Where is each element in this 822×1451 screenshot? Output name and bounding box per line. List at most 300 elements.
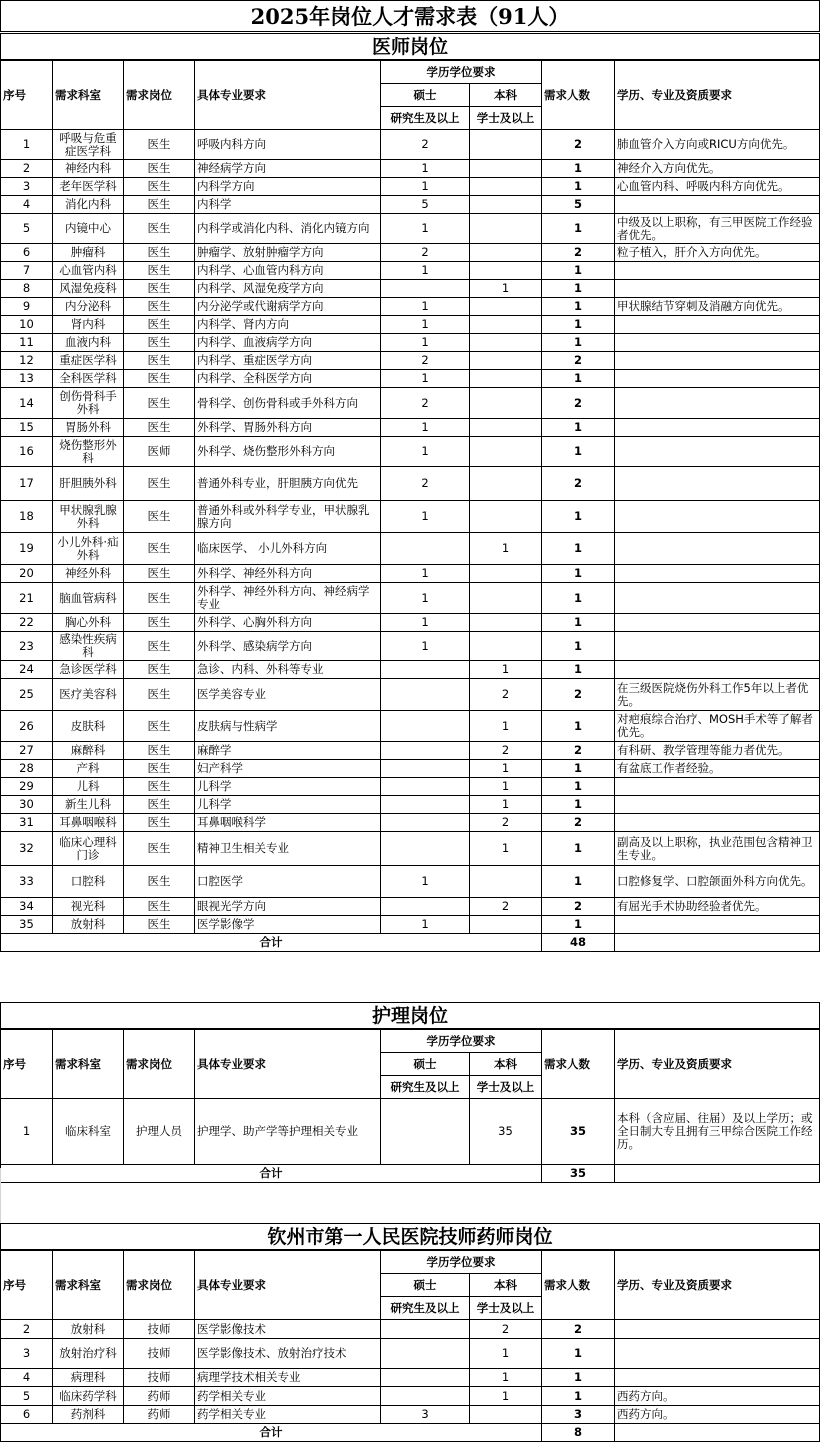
header-bachelor: 本科 bbox=[470, 1274, 542, 1297]
row-bachelor bbox=[470, 130, 542, 160]
row-note bbox=[615, 778, 820, 796]
row-note bbox=[615, 467, 820, 501]
table-row bbox=[1, 160, 820, 178]
row-dept: 感染性疾病科 bbox=[53, 632, 124, 661]
row-spec: 药学相关专业 bbox=[195, 1387, 381, 1406]
row-spec: 儿科学 bbox=[195, 778, 381, 796]
row-seq: 15 bbox=[1, 419, 53, 437]
row-bachelor bbox=[470, 298, 542, 316]
table-row bbox=[1, 778, 820, 796]
row-count: 35 bbox=[542, 1099, 615, 1165]
row-count: 1 bbox=[542, 533, 615, 565]
row-bachelor: 2 bbox=[470, 679, 542, 711]
row-seq: 10 bbox=[1, 316, 53, 334]
header-post: 需求岗位 bbox=[124, 61, 195, 130]
row-note bbox=[615, 1369, 820, 1387]
row-dept: 烧伤整形外科 bbox=[53, 437, 124, 467]
table-row bbox=[1, 1369, 820, 1387]
row-count: 2 bbox=[542, 814, 615, 832]
row-bachelor: 1 bbox=[470, 280, 542, 298]
row-seq: 9 bbox=[1, 298, 53, 316]
row-seq: 2 bbox=[1, 1320, 53, 1339]
row-post: 医生 bbox=[124, 334, 195, 352]
row-dept: 胸心外科 bbox=[53, 614, 124, 632]
row-dept: 内镜中心 bbox=[53, 214, 124, 244]
row-post: 医生 bbox=[124, 352, 195, 370]
row-seq: 11 bbox=[1, 334, 53, 352]
row-bachelor: 1 bbox=[470, 1339, 542, 1369]
row-count: 1 bbox=[542, 866, 615, 898]
row-bachelor: 1 bbox=[470, 711, 542, 742]
header-seq: 序号 bbox=[1, 1030, 53, 1099]
row-master bbox=[381, 1387, 470, 1406]
row-seq: 22 bbox=[1, 614, 53, 632]
row-spec: 麻醉学 bbox=[195, 742, 381, 760]
row-master: 1 bbox=[381, 419, 470, 437]
row-count: 1 bbox=[542, 501, 615, 533]
row-note bbox=[615, 565, 820, 583]
row-master bbox=[381, 1099, 470, 1165]
row-master: 2 bbox=[381, 467, 470, 501]
row-master: 1 bbox=[381, 583, 470, 614]
row-seq: 4 bbox=[1, 1369, 53, 1387]
row-seq: 5 bbox=[1, 1387, 53, 1406]
row-post: 医生 bbox=[124, 316, 195, 334]
row-dept: 放射科 bbox=[53, 916, 124, 934]
row-count: 1 bbox=[542, 661, 615, 679]
row-master bbox=[381, 742, 470, 760]
row-master bbox=[381, 898, 470, 916]
row-spec: 内科学、全科医学方向 bbox=[195, 370, 381, 388]
row-count: 2 bbox=[542, 130, 615, 160]
header-dept: 需求科室 bbox=[53, 1030, 124, 1099]
row-post: 技师 bbox=[124, 1339, 195, 1369]
row-post: 医生 bbox=[124, 178, 195, 196]
table-row bbox=[1, 262, 820, 280]
row-count: 2 bbox=[542, 679, 615, 711]
row-post: 医生 bbox=[124, 262, 195, 280]
row-seq: 3 bbox=[1, 178, 53, 196]
row-note: 对疤痕综合治疗、MOSH手术等了解者优先。 bbox=[615, 711, 820, 742]
row-bachelor bbox=[470, 583, 542, 614]
row-count: 1 bbox=[542, 565, 615, 583]
table-row bbox=[1, 742, 820, 760]
row-seq: 23 bbox=[1, 632, 53, 661]
row-note bbox=[615, 316, 820, 334]
row-note bbox=[615, 334, 820, 352]
row-note: 在三级医院烧伤外科工作5年以上者优先。 bbox=[615, 679, 820, 711]
row-seq: 33 bbox=[1, 866, 53, 898]
table-row bbox=[1, 565, 820, 583]
row-note: 西药方向。 bbox=[615, 1406, 820, 1424]
header-seq: 序号 bbox=[1, 61, 53, 130]
row-spec: 口腔医学 bbox=[195, 866, 381, 898]
row-count: 1 bbox=[542, 916, 615, 934]
total-label: 合计 bbox=[1, 1424, 542, 1442]
row-bachelor bbox=[470, 916, 542, 934]
row-master: 1 bbox=[381, 262, 470, 280]
row-master: 2 bbox=[381, 388, 470, 419]
row-seq: 26 bbox=[1, 711, 53, 742]
table-row bbox=[1, 280, 820, 298]
row-count: 2 bbox=[542, 467, 615, 501]
row-bachelor: 2 bbox=[470, 814, 542, 832]
row-note bbox=[615, 280, 820, 298]
table-row bbox=[1, 130, 820, 160]
row-dept: 临床心理科门诊 bbox=[53, 832, 124, 866]
total-label: 合计 bbox=[1, 934, 542, 952]
page-title: 2025年岗位人才需求表（91人） bbox=[0, 0, 820, 32]
row-note bbox=[615, 916, 820, 934]
row-seq: 20 bbox=[1, 565, 53, 583]
row-note bbox=[615, 196, 820, 214]
header-qual: 学历、专业及资质要求 bbox=[615, 1030, 820, 1099]
row-dept: 神经外科 bbox=[53, 565, 124, 583]
row-master bbox=[381, 796, 470, 814]
row-note bbox=[615, 814, 820, 832]
row-master bbox=[381, 661, 470, 679]
table-row bbox=[1, 1099, 820, 1165]
blank-rows bbox=[0, 1168, 821, 1223]
row-count: 5 bbox=[542, 196, 615, 214]
row-bachelor bbox=[470, 334, 542, 352]
row-bachelor bbox=[470, 1406, 542, 1424]
row-bachelor: 1 bbox=[470, 760, 542, 778]
table-row bbox=[1, 711, 820, 742]
row-seq: 1 bbox=[1, 130, 53, 160]
row-dept: 口腔科 bbox=[53, 866, 124, 898]
row-note: 有科研、教学管理等能力者优先。 bbox=[615, 742, 820, 760]
header-master-sub: 研究生及以上 bbox=[381, 1297, 470, 1320]
row-post: 护理人员 bbox=[124, 1099, 195, 1165]
row-seq: 16 bbox=[1, 437, 53, 467]
row-count: 1 bbox=[542, 298, 615, 316]
row-post: 医生 bbox=[124, 814, 195, 832]
row-post: 医生 bbox=[124, 388, 195, 419]
row-bachelor bbox=[470, 614, 542, 632]
table-doctors bbox=[0, 60, 820, 952]
row-spec: 眼视光学方向 bbox=[195, 898, 381, 916]
header-bachelor-sub: 学士及以上 bbox=[470, 1297, 542, 1320]
row-dept: 神经内科 bbox=[53, 160, 124, 178]
row-note: 副高及以上职称，执业范围包含精神卫生专业。 bbox=[615, 832, 820, 866]
row-post: 医生 bbox=[124, 501, 195, 533]
row-dept: 心血管内科 bbox=[53, 262, 124, 280]
row-post: 医生 bbox=[124, 214, 195, 244]
row-post: 医生 bbox=[124, 711, 195, 742]
row-dept: 新生儿科 bbox=[53, 796, 124, 814]
row-master: 1 bbox=[381, 334, 470, 352]
row-count: 1 bbox=[542, 711, 615, 742]
row-note bbox=[615, 262, 820, 280]
header-row bbox=[1, 61, 820, 84]
row-master: 1 bbox=[381, 160, 470, 178]
row-post: 医生 bbox=[124, 533, 195, 565]
row-dept: 老年医学科 bbox=[53, 178, 124, 196]
table-row bbox=[1, 832, 820, 866]
row-post: 医生 bbox=[124, 661, 195, 679]
table-row bbox=[1, 583, 820, 614]
total-row bbox=[1, 934, 820, 952]
row-bachelor bbox=[470, 196, 542, 214]
row-count: 1 bbox=[542, 796, 615, 814]
row-count: 1 bbox=[542, 760, 615, 778]
row-post: 药师 bbox=[124, 1387, 195, 1406]
row-note bbox=[615, 419, 820, 437]
row-post: 技师 bbox=[124, 1369, 195, 1387]
row-note: 心血管内科、呼吸内科方向优先。 bbox=[615, 178, 820, 196]
row-dept: 视光科 bbox=[53, 898, 124, 916]
row-seq: 27 bbox=[1, 742, 53, 760]
row-spec: 医学影像学 bbox=[195, 916, 381, 934]
row-spec: 急诊、内科、外科等专业 bbox=[195, 661, 381, 679]
row-master: 1 bbox=[381, 178, 470, 196]
row-count: 1 bbox=[542, 214, 615, 244]
row-master bbox=[381, 760, 470, 778]
table-row bbox=[1, 388, 820, 419]
row-dept: 小儿外科·疝外科 bbox=[53, 533, 124, 565]
row-master bbox=[381, 832, 470, 866]
row-dept: 病理科 bbox=[53, 1369, 124, 1387]
row-post: 医生 bbox=[124, 796, 195, 814]
row-master bbox=[381, 711, 470, 742]
row-dept: 肝胆胰外科 bbox=[53, 467, 124, 501]
row-seq: 8 bbox=[1, 280, 53, 298]
row-dept: 全科医学科 bbox=[53, 370, 124, 388]
row-spec: 医学美容专业 bbox=[195, 679, 381, 711]
row-seq: 32 bbox=[1, 832, 53, 866]
row-count: 1 bbox=[542, 419, 615, 437]
row-spec: 皮肤病与性病学 bbox=[195, 711, 381, 742]
row-count: 2 bbox=[542, 388, 615, 419]
table-row bbox=[1, 370, 820, 388]
table-row bbox=[1, 679, 820, 711]
header-post: 需求岗位 bbox=[124, 1251, 195, 1320]
row-master: 1 bbox=[381, 632, 470, 661]
row-dept: 耳鼻咽喉科 bbox=[53, 814, 124, 832]
row-bachelor: 1 bbox=[470, 661, 542, 679]
row-bachelor: 1 bbox=[470, 832, 542, 866]
row-post: 医生 bbox=[124, 196, 195, 214]
total-count: 48 bbox=[542, 934, 615, 952]
table-row bbox=[1, 898, 820, 916]
table-row bbox=[1, 501, 820, 533]
row-spec: 内科学、重症医学方向 bbox=[195, 352, 381, 370]
row-seq: 34 bbox=[1, 898, 53, 916]
row-dept: 临床药学科 bbox=[53, 1387, 124, 1406]
row-spec: 神经病学方向 bbox=[195, 160, 381, 178]
row-post: 医生 bbox=[124, 467, 195, 501]
row-seq: 28 bbox=[1, 760, 53, 778]
row-seq: 17 bbox=[1, 467, 53, 501]
row-count: 2 bbox=[542, 1320, 615, 1339]
row-master: 3 bbox=[381, 1406, 470, 1424]
row-seq: 31 bbox=[1, 814, 53, 832]
row-spec: 医学影像技术 bbox=[195, 1320, 381, 1339]
row-spec: 医学影像技术、放射治疗技术 bbox=[195, 1339, 381, 1369]
row-spec: 骨科学、创伤骨科或手外科方向 bbox=[195, 388, 381, 419]
row-spec: 儿科学 bbox=[195, 796, 381, 814]
row-count: 2 bbox=[542, 244, 615, 262]
table-row bbox=[1, 316, 820, 334]
row-spec: 精神卫生相关专业 bbox=[195, 832, 381, 866]
row-spec: 普通外科或外科学专业，甲状腺乳腺方向 bbox=[195, 501, 381, 533]
table-row bbox=[1, 796, 820, 814]
row-bachelor bbox=[470, 632, 542, 661]
header-seq: 序号 bbox=[1, 1251, 53, 1320]
row-post: 医生 bbox=[124, 679, 195, 711]
row-count: 1 bbox=[542, 1369, 615, 1387]
row-master bbox=[381, 280, 470, 298]
row-note: 粒子植入，肝介入方向优先。 bbox=[615, 244, 820, 262]
row-bachelor: 2 bbox=[470, 898, 542, 916]
row-spec: 外科学、神经外科方向 bbox=[195, 565, 381, 583]
row-spec: 内科学、血液病学方向 bbox=[195, 334, 381, 352]
row-seq: 12 bbox=[1, 352, 53, 370]
header-edu-group: 学历学位要求 bbox=[381, 1251, 542, 1274]
row-post: 药师 bbox=[124, 1406, 195, 1424]
row-dept: 放射治疗科 bbox=[53, 1339, 124, 1369]
row-post: 医生 bbox=[124, 419, 195, 437]
row-post: 医生 bbox=[124, 160, 195, 178]
table-row bbox=[1, 214, 820, 244]
row-dept: 重症医学科 bbox=[53, 352, 124, 370]
row-post: 医生 bbox=[124, 778, 195, 796]
row-spec: 护理学、助产学等护理相关专业 bbox=[195, 1099, 381, 1165]
row-post: 医生 bbox=[124, 298, 195, 316]
row-master bbox=[381, 1320, 470, 1339]
row-dept: 产科 bbox=[53, 760, 124, 778]
row-bachelor bbox=[470, 352, 542, 370]
row-spec: 病理学技术相关专业 bbox=[195, 1369, 381, 1387]
row-bachelor bbox=[470, 388, 542, 419]
row-post: 技师 bbox=[124, 1320, 195, 1339]
header-master-sub: 研究生及以上 bbox=[381, 1076, 470, 1099]
table-row bbox=[1, 196, 820, 214]
row-spec: 内科学、肾内方向 bbox=[195, 316, 381, 334]
row-count: 1 bbox=[542, 437, 615, 467]
row-post: 医生 bbox=[124, 760, 195, 778]
row-master: 1 bbox=[381, 565, 470, 583]
row-post: 医生 bbox=[124, 898, 195, 916]
row-count: 1 bbox=[542, 778, 615, 796]
total-label: 合计 bbox=[1, 1165, 542, 1183]
row-master bbox=[381, 679, 470, 711]
row-spec: 外科学、心胸外科方向 bbox=[195, 614, 381, 632]
row-spec: 外科学、烧伤整形外科方向 bbox=[195, 437, 381, 467]
row-note: 本科（含应届、往届）及以上学历；或全日制大专且拥有三甲综合医院工作经历。 bbox=[615, 1099, 820, 1165]
row-seq: 3 bbox=[1, 1339, 53, 1369]
header-row bbox=[1, 1251, 820, 1274]
row-master: 1 bbox=[381, 866, 470, 898]
table-row bbox=[1, 298, 820, 316]
row-note bbox=[615, 370, 820, 388]
row-master bbox=[381, 533, 470, 565]
section-title-technicians: 钦州市第一人民医院技师药师岗位 bbox=[0, 1223, 820, 1250]
row-bachelor bbox=[470, 565, 542, 583]
header-bachelor-sub: 学士及以上 bbox=[470, 107, 542, 130]
row-spec: 内科学或消化内科、消化内镜方向 bbox=[195, 214, 381, 244]
row-note bbox=[615, 437, 820, 467]
row-dept: 肿瘤科 bbox=[53, 244, 124, 262]
row-count: 1 bbox=[542, 334, 615, 352]
row-master: 1 bbox=[381, 298, 470, 316]
row-post: 医生 bbox=[124, 583, 195, 614]
total-row bbox=[1, 1424, 820, 1442]
row-bachelor bbox=[470, 262, 542, 280]
total-note bbox=[615, 934, 820, 952]
row-note bbox=[615, 388, 820, 419]
row-master: 2 bbox=[381, 352, 470, 370]
row-note bbox=[615, 632, 820, 661]
row-master bbox=[381, 1369, 470, 1387]
row-post: 医生 bbox=[124, 742, 195, 760]
row-count: 1 bbox=[542, 370, 615, 388]
table-row bbox=[1, 1406, 820, 1424]
row-spec: 药学相关专业 bbox=[195, 1406, 381, 1424]
row-master: 2 bbox=[381, 244, 470, 262]
row-master bbox=[381, 778, 470, 796]
row-seq: 4 bbox=[1, 196, 53, 214]
row-bachelor: 1 bbox=[470, 533, 542, 565]
row-spec: 内科学方向 bbox=[195, 178, 381, 196]
row-spec: 外科学、胃肠外科方向 bbox=[195, 419, 381, 437]
header-post: 需求岗位 bbox=[124, 1030, 195, 1099]
row-bachelor: 2 bbox=[470, 742, 542, 760]
header-qual: 学历、专业及资质要求 bbox=[615, 1251, 820, 1320]
table-row bbox=[1, 760, 820, 778]
row-note bbox=[615, 796, 820, 814]
row-spec: 外科学、感染病学方向 bbox=[195, 632, 381, 661]
row-post: 医生 bbox=[124, 565, 195, 583]
row-post: 医生 bbox=[124, 866, 195, 898]
row-bachelor: 2 bbox=[470, 1320, 542, 1339]
table-row bbox=[1, 467, 820, 501]
row-bachelor bbox=[470, 501, 542, 533]
row-dept: 皮肤科 bbox=[53, 711, 124, 742]
table-row bbox=[1, 661, 820, 679]
row-seq: 13 bbox=[1, 370, 53, 388]
row-spec: 内分泌学或代谢病学方向 bbox=[195, 298, 381, 316]
row-post: 医生 bbox=[124, 832, 195, 866]
row-seq: 14 bbox=[1, 388, 53, 419]
header-spec: 具体专业要求 bbox=[195, 1251, 381, 1320]
row-master: 1 bbox=[381, 501, 470, 533]
row-bachelor bbox=[470, 160, 542, 178]
row-dept: 麻醉科 bbox=[53, 742, 124, 760]
row-dept: 创伤骨科手外科 bbox=[53, 388, 124, 419]
header-count: 需求人数 bbox=[542, 1251, 615, 1320]
header-spec: 具体专业要求 bbox=[195, 61, 381, 130]
row-seq: 30 bbox=[1, 796, 53, 814]
row-count: 1 bbox=[542, 1387, 615, 1406]
total-count: 8 bbox=[542, 1424, 615, 1442]
row-bachelor bbox=[470, 419, 542, 437]
header-dept: 需求科室 bbox=[53, 61, 124, 130]
row-bachelor bbox=[470, 178, 542, 196]
header-master-sub: 研究生及以上 bbox=[381, 107, 470, 130]
row-post: 医生 bbox=[124, 614, 195, 632]
row-dept: 儿科 bbox=[53, 778, 124, 796]
row-seq: 6 bbox=[1, 1406, 53, 1424]
table-row bbox=[1, 916, 820, 934]
header-count: 需求人数 bbox=[542, 61, 615, 130]
row-dept: 呼吸与危重症医学科 bbox=[53, 130, 124, 160]
row-seq: 7 bbox=[1, 262, 53, 280]
row-dept: 内分泌科 bbox=[53, 298, 124, 316]
row-count: 2 bbox=[542, 352, 615, 370]
row-post: 医生 bbox=[124, 130, 195, 160]
